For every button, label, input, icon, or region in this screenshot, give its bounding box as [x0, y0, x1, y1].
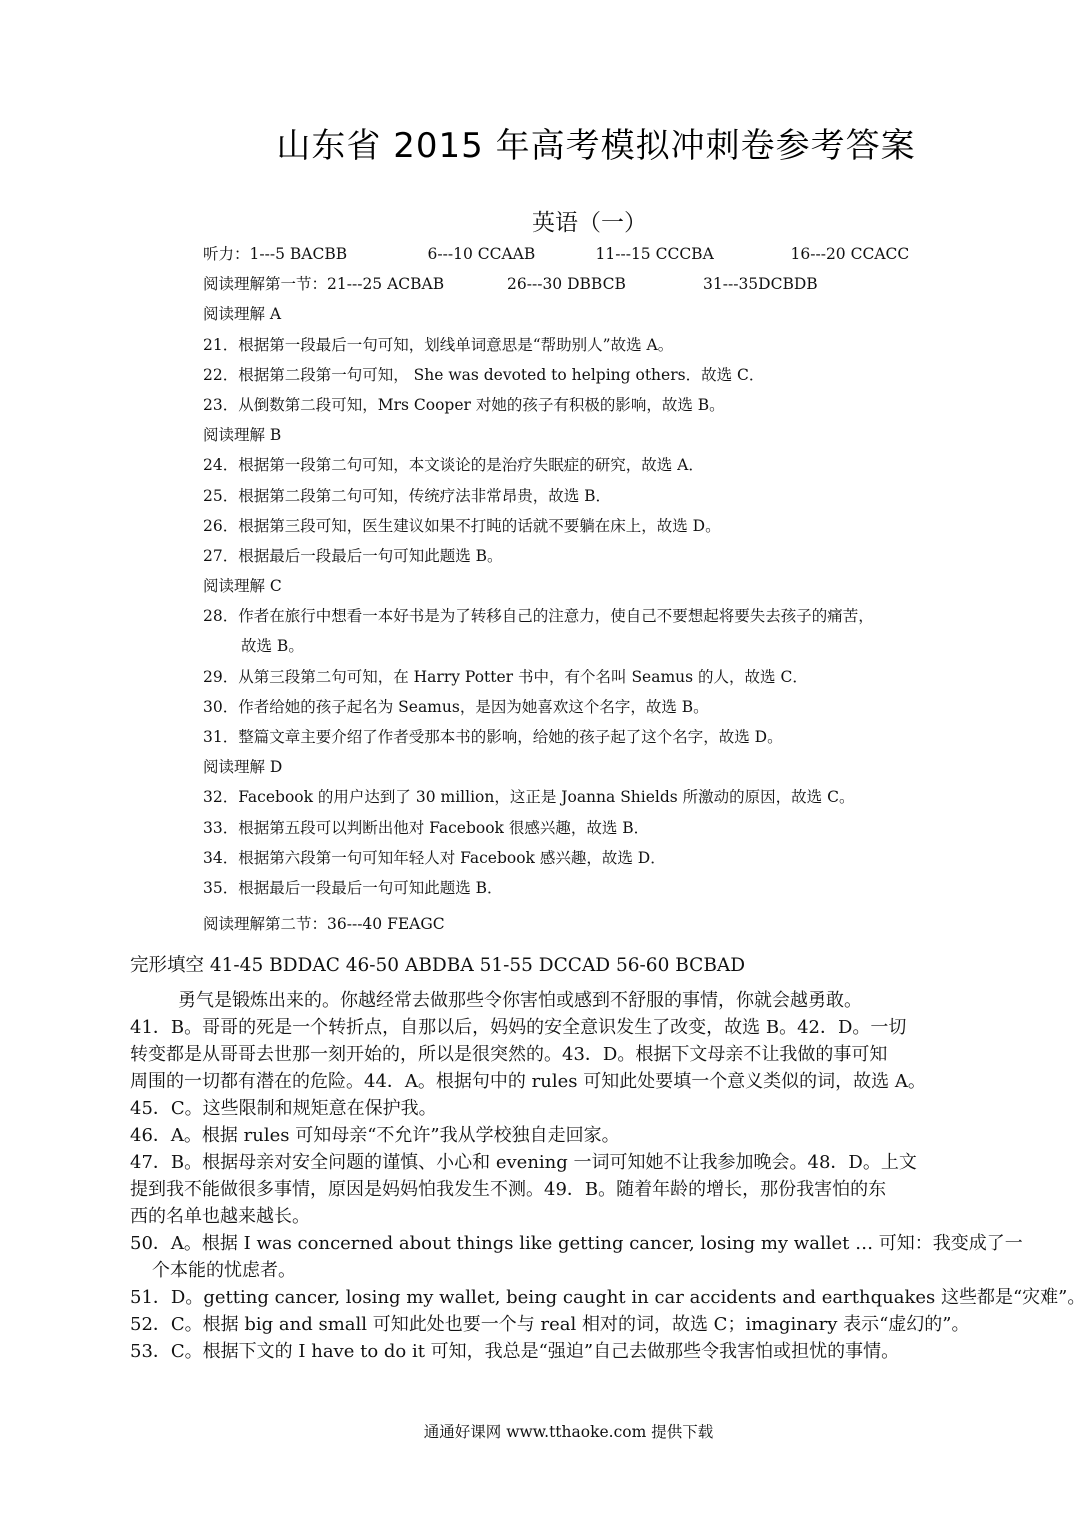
- cloze-line: 西的名单也越来越长。: [130, 1206, 310, 1227]
- answer-line: 25．根据第二段第二句可知，传统疗法非常昂贵，故选 B．: [203, 486, 612, 505]
- cloze-line: 41．B。哥哥的死是一个转折点，自那以后，妈妈的安全意识发生了改变，故选 B。42．D。一切: [130, 1017, 907, 1038]
- answer-line: 28．作者在旅行中想看一本好书是为了转移自己的注意力，使自己不要想起将要失去孩子的痛苦，: [203, 607, 874, 626]
- answer-line-continued: 故选 B。: [241, 637, 304, 656]
- cloze-line: 47．B。根据母亲对安全问题的谨慎、小心和 evening 一词可知她不让我参加晚会。48．D。上文: [130, 1152, 917, 1173]
- cloze-line: 提到我不能做很多事情，原因是妈妈怕我发生不测。49．B。随着年龄的增长，那份我害怕的东: [130, 1179, 887, 1200]
- answer-line: 27．根据最后一段最后一句可知此题选 B。: [203, 546, 503, 565]
- reading1-answers: [203, 269, 1003, 299]
- answer-line: 30．作者给她的孩子起名为 Seamus，是因为她喜欢这个名字，故选 B。: [203, 697, 709, 716]
- section-heading: 阅读理解 B: [203, 426, 282, 445]
- page-title: 山东省 2015 年高考模拟冲刺卷参考答案: [276, 126, 916, 166]
- answer-line: 34．根据第六段第一句可知年轻人对 Facebook 感兴趣，故选 D．: [203, 848, 666, 867]
- answer-line: 26．根据第三段可知，医生建议如果不打盹的话就不要躺在床上，故选 D。: [203, 516, 721, 535]
- cloze-line-continued: 个本能的忧虑者。: [152, 1260, 296, 1281]
- answer-line: 22．根据第二段第一句可知， She was devoted to helping others．故选 C．: [203, 365, 765, 384]
- cloze-line: 51．D。getting cancer, losing my wallet, being caught in car accidents and earthquakes 这些都是“灾难”。: [130, 1287, 1086, 1308]
- section-heading: 阅读理解 D: [203, 758, 283, 777]
- answer-line: 31．整篇文章主要介绍了作者受那本书的影响，给她的孩子起了这个名字，故选 D。: [203, 728, 783, 746]
- answer-line: 21．根据第一段最后一句可知，划线单词意思是“帮助别人”故选 A。: [203, 335, 674, 354]
- page-subtitle: 英语（一）: [532, 210, 647, 236]
- reading1-group: 26---30 DBBCB: [507, 275, 626, 294]
- answer-key-block: [203, 239, 1003, 939]
- cloze-line: 53．C。根据下文的 I have to do it 可知，我总是“强迫”自己去做那些令我害怕或担忧的事情。: [130, 1341, 900, 1362]
- cloze-line: 转变都是从哥哥去世那一刻开始的，所以是很突然的。43．D。根据下文母亲不让我做的事可知: [130, 1044, 888, 1065]
- listening-answers: [203, 239, 1003, 269]
- reading1-group: 31---35DCBDB: [703, 275, 818, 294]
- reading2-answers: 阅读理解第二节：36---40 FEAGC: [203, 915, 445, 934]
- cloze-block: [130, 952, 1086, 1365]
- answer-line: 29．从第三段第二句可知，在 Harry Potter 书中，有个名叫 Seamus 的人，故选 C．: [203, 667, 808, 686]
- cloze-line: 52．C。根据 big and small 可知此处也要一个与 real 相对的词，故选 C；imaginary 表示“虚幻的”。: [130, 1314, 970, 1335]
- cloze-line: 46．A。根据 rules 可知母亲“不允许”我从学校独自走回家。: [130, 1125, 620, 1146]
- answer-line: 23．从倒数第二段可知，Mrs Cooper 对她的孩子有积极的影响，故选 B。: [203, 395, 725, 414]
- listening-label: 听力：: [203, 245, 250, 263]
- answer-line: 32．Facebook 的用户达到了 30 million，这正是 Joanna Shields 所激动的原因，故选 C。: [203, 788, 855, 807]
- answer-line: 35．根据最后一段最后一句可知此题选 B．: [203, 878, 503, 897]
- listening-group: 6---10 CCAAB: [427, 245, 536, 263]
- cloze-line: 45．C。这些限制和规矩意在保护我。: [130, 1098, 437, 1119]
- reading1-label: 阅读理解第一节：: [203, 275, 328, 294]
- answer-line: 33．根据第五段可以判断出他对 Facebook 很感兴趣，故选 B．: [203, 818, 650, 837]
- cloze-heading: 完形填空 41-45 BDDAC 46-50 ABDBA 51-55 DCCAD 56-60 BCBAD: [130, 955, 746, 976]
- footer-source: 通通好课网 www.tthaoke.com 提供下载: [423, 1423, 714, 1441]
- section-heading: 阅读理解 C: [203, 577, 282, 596]
- cloze-line: 勇气是锻炼出来的。你越经常去做那些令你害怕或感到不舒服的事情，你就会越勇敢。: [178, 990, 862, 1011]
- listening-group: 1---5 BACBB: [249, 245, 348, 263]
- listening-group: 11---15 CCCBA: [595, 245, 714, 263]
- answer-line: 24．根据第一段第二句可知，本文谈论的是治疗失眠症的研究，故选 A．: [203, 456, 704, 475]
- reading1-group: 21---25 ACBAB: [327, 275, 445, 294]
- cloze-line: 周围的一切都有潜在的危险。44．A。根据句中的 rules 可知此处要填一个意义类似的词，故选 A。: [130, 1071, 926, 1092]
- cloze-line: 50．A。根据 I was concerned about things like getting cancer, losing my wallet … 可知：我变成了一: [130, 1233, 1023, 1254]
- section-heading: 阅读理解 A: [203, 305, 282, 324]
- listening-group: 16---20 CCACC: [790, 245, 910, 263]
